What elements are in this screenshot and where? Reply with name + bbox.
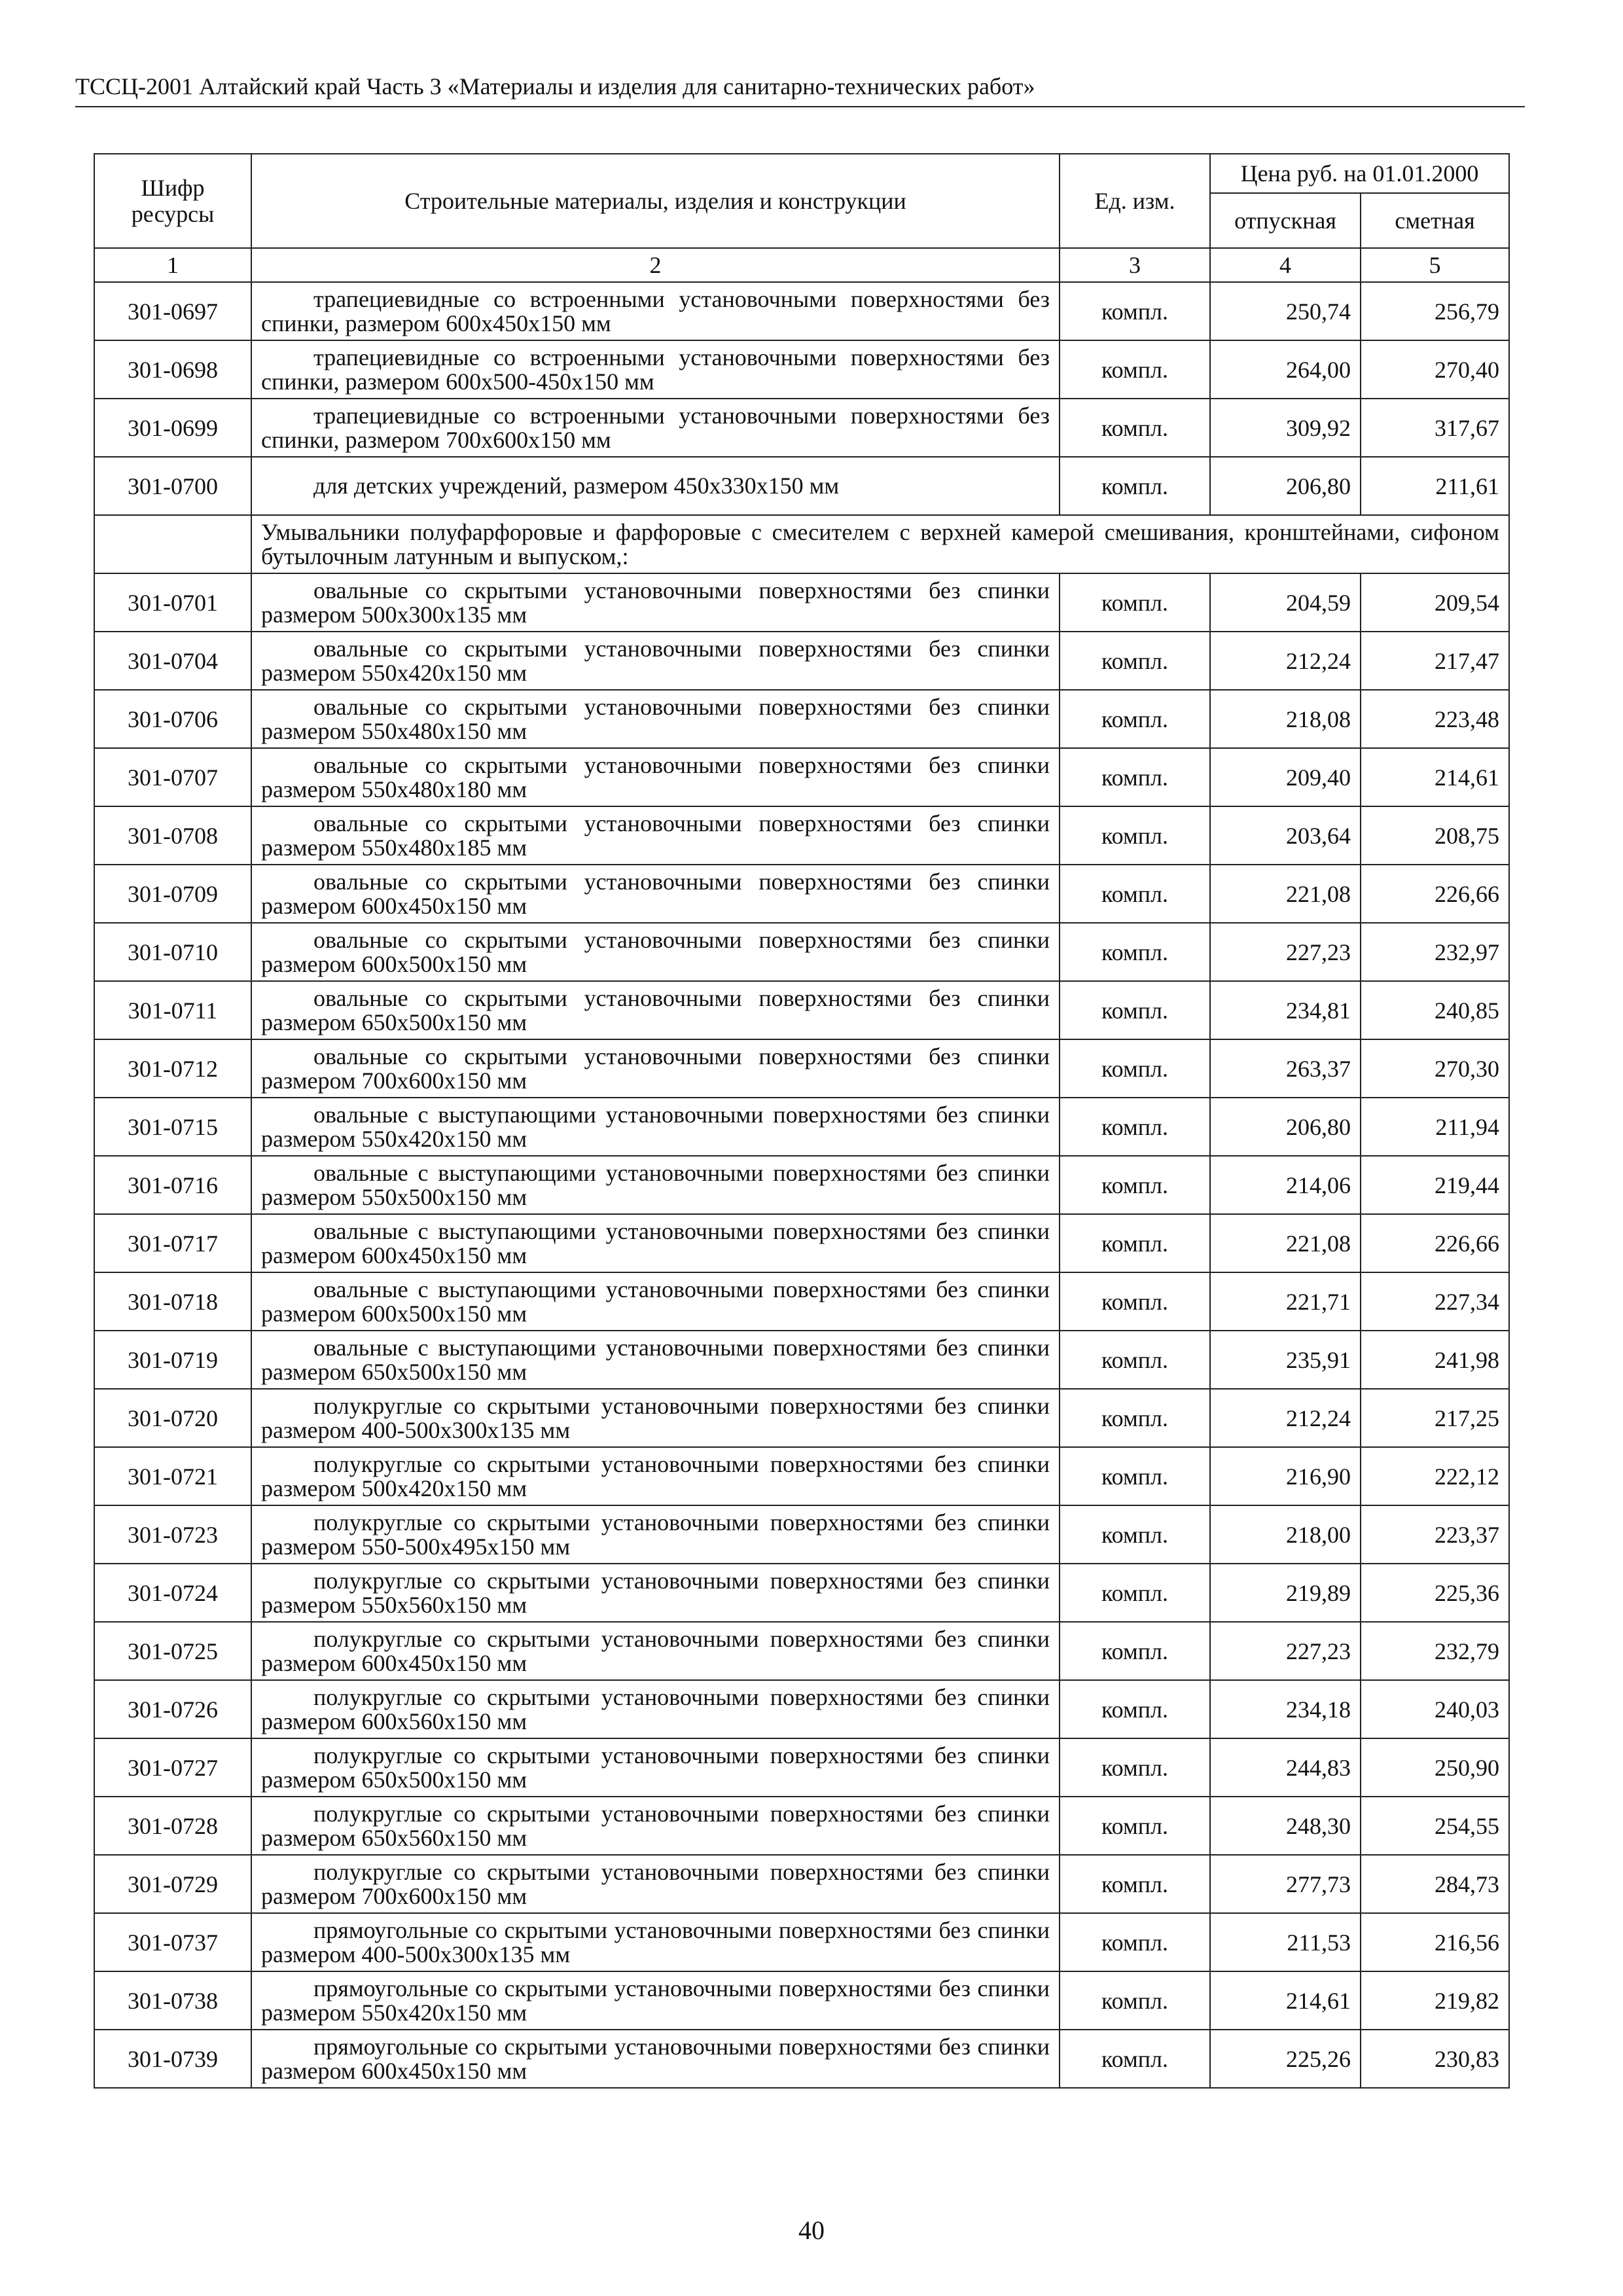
resource-code: 301-0701 — [94, 573, 251, 632]
unit-of-measure: компл. — [1060, 1156, 1210, 1214]
table-row — [94, 282, 1509, 340]
item-description: овальные со скрытыми установочными поверхностями без спинки размером 550х480х185 мм — [251, 806, 1060, 865]
resource-code: 301-0718 — [94, 1272, 251, 1331]
group-heading: Умывальники полуфарфоровые и фарфоровые с смесителем с верхней камерой смешивания, кронштейнами, сифоном бутылочным латунным и выпуском,: — [251, 515, 1509, 573]
release-price: 277,73 — [1210, 1855, 1361, 1913]
item-description: полукруглые со скрытыми установочными поверхностями без спинки размером 550-500х495х150 мм — [251, 1505, 1060, 1564]
table-row — [94, 1447, 1509, 1505]
table-row — [94, 748, 1509, 806]
estimate-price: 232,97 — [1361, 923, 1509, 981]
estimate-price: 211,94 — [1361, 1098, 1509, 1156]
resource-code: 301-0739 — [94, 2030, 251, 2088]
table-row — [94, 1505, 1509, 1564]
release-price: 216,90 — [1210, 1447, 1361, 1505]
item-description: полукруглые со скрытыми установочными поверхностями без спинки размером 650х560х150 мм — [251, 1797, 1060, 1855]
estimate-price: 222,12 — [1361, 1447, 1509, 1505]
resource-code: 301-0715 — [94, 1098, 251, 1156]
resource-code: 301-0727 — [94, 1738, 251, 1797]
column-number: 4 — [1210, 248, 1361, 282]
item-description: полукруглые со скрытыми установочными поверхностями без спинки размером 500х420х150 мм — [251, 1447, 1060, 1505]
resource-code: 301-0709 — [94, 865, 251, 923]
item-description: полукруглые со скрытыми установочными поверхностями без спинки размером 600х560х150 мм — [251, 1680, 1060, 1738]
release-price: 203,64 — [1210, 806, 1361, 865]
item-description: трапециевидные со встроенными установочными поверхностями без спинки, размером 600х450х150 мм — [251, 282, 1060, 340]
resource-code: 301-0728 — [94, 1797, 251, 1855]
estimate-price: 240,03 — [1361, 1680, 1509, 1738]
release-price: 212,24 — [1210, 1389, 1361, 1447]
resource-code: 301-0719 — [94, 1331, 251, 1389]
unit-of-measure: компл. — [1060, 1971, 1210, 2030]
table-row — [94, 1797, 1509, 1855]
table-row — [94, 399, 1509, 457]
item-description: овальные с выступающими установочными поверхностями без спинки размером 600х450х150 мм — [251, 1214, 1060, 1272]
release-price: 250,74 — [1210, 282, 1361, 340]
estimate-price: 216,56 — [1361, 1913, 1509, 1971]
unit-of-measure: компл. — [1060, 1738, 1210, 1797]
resource-code: 301-0710 — [94, 923, 251, 981]
item-description: овальные со скрытыми установочными поверхностями без спинки размером 550х420х150 мм — [251, 632, 1060, 690]
release-price: 212,24 — [1210, 632, 1361, 690]
table-row — [94, 806, 1509, 865]
resource-code: 301-0725 — [94, 1622, 251, 1680]
release-price: 214,61 — [1210, 1971, 1361, 2030]
item-description: овальные со скрытыми установочными поверхностями без спинки размером 550х480х150 мм — [251, 690, 1060, 748]
unit-of-measure: компл. — [1060, 457, 1210, 515]
item-description: овальные с выступающими установочными поверхностями без спинки размером 550х420х150 мм — [251, 1098, 1060, 1156]
resource-code: 301-0729 — [94, 1855, 251, 1913]
release-price: 211,53 — [1210, 1913, 1361, 1971]
estimate-price: 223,37 — [1361, 1505, 1509, 1564]
estimate-price: 219,82 — [1361, 1971, 1509, 2030]
release-price: 204,59 — [1210, 573, 1361, 632]
column-header-code: Шифр ресурсы — [94, 154, 251, 248]
table-row — [94, 1564, 1509, 1622]
resource-code: 301-0704 — [94, 632, 251, 690]
resource-code: 301-0700 — [94, 457, 251, 515]
item-description: полукруглые со скрытыми установочными поверхностями без спинки размером 400-500х300х135 мм — [251, 1389, 1060, 1447]
item-description: трапециевидные со встроенными установочными поверхностями без спинки, размером 700х600х150 мм — [251, 399, 1060, 457]
table-row — [94, 1913, 1509, 1971]
table-row — [94, 1214, 1509, 1272]
unit-of-measure: компл. — [1060, 1797, 1210, 1855]
resource-code: 301-0723 — [94, 1505, 251, 1564]
estimate-price: 230,83 — [1361, 2030, 1509, 2088]
estimate-price: 232,79 — [1361, 1622, 1509, 1680]
release-price: 218,00 — [1210, 1505, 1361, 1564]
resource-code: 301-0707 — [94, 748, 251, 806]
resource-code: 301-0721 — [94, 1447, 251, 1505]
release-price: 234,81 — [1210, 981, 1361, 1039]
estimate-price: 317,67 — [1361, 399, 1509, 457]
resource-code: 301-0716 — [94, 1156, 251, 1214]
release-price: 309,92 — [1210, 399, 1361, 457]
unit-of-measure: компл. — [1060, 923, 1210, 981]
unit-of-measure: компл. — [1060, 282, 1210, 340]
unit-of-measure: компл. — [1060, 1913, 1210, 1971]
table-row — [94, 1272, 1509, 1331]
column-number: 1 — [94, 248, 251, 282]
release-price: 235,91 — [1210, 1331, 1361, 1389]
release-price: 234,18 — [1210, 1680, 1361, 1738]
table-row — [94, 981, 1509, 1039]
column-number: 2 — [251, 248, 1060, 282]
release-price: 206,80 — [1210, 1098, 1361, 1156]
resource-code: 301-0708 — [94, 806, 251, 865]
release-price: 206,80 — [1210, 457, 1361, 515]
group-heading-row — [94, 515, 1509, 573]
item-description: овальные со скрытыми установочными поверхностями без спинки размером 700х600х150 мм — [251, 1039, 1060, 1098]
unit-of-measure: компл. — [1060, 748, 1210, 806]
estimate-price: 214,61 — [1361, 748, 1509, 806]
resource-code: 301-0717 — [94, 1214, 251, 1272]
column-header-release-price: отпускная — [1210, 193, 1361, 248]
release-price: 248,30 — [1210, 1797, 1361, 1855]
table-row — [94, 2030, 1509, 2088]
resource-code: 301-0738 — [94, 1971, 251, 2030]
table-row — [94, 457, 1509, 515]
release-price: 264,00 — [1210, 340, 1361, 399]
item-description: овальные с выступающими установочными поверхностями без спинки размером 650х500х150 мм — [251, 1331, 1060, 1389]
table-row — [94, 632, 1509, 690]
table-row — [94, 1855, 1509, 1913]
table-row — [94, 340, 1509, 399]
table-row — [94, 1971, 1509, 2030]
estimate-price: 227,34 — [1361, 1272, 1509, 1331]
estimate-price: 254,55 — [1361, 1797, 1509, 1855]
column-number: 3 — [1060, 248, 1210, 282]
unit-of-measure: компл. — [1060, 2030, 1210, 2088]
resource-code: 301-0698 — [94, 340, 251, 399]
resource-code: 301-0706 — [94, 690, 251, 748]
unit-of-measure: компл. — [1060, 1389, 1210, 1447]
table-row — [94, 1156, 1509, 1214]
resource-code: 301-0720 — [94, 1389, 251, 1447]
estimate-price: 225,36 — [1361, 1564, 1509, 1622]
resource-code: 301-0697 — [94, 282, 251, 340]
resource-code: 301-0711 — [94, 981, 251, 1039]
item-description: прямоугольные со скрытыми установочными поверхностями без спинки размером 400-500х300х135 мм — [251, 1913, 1060, 1971]
table-row — [94, 1098, 1509, 1156]
table-row — [94, 1680, 1509, 1738]
release-price: 221,08 — [1210, 865, 1361, 923]
estimate-price: 217,25 — [1361, 1389, 1509, 1447]
table-row — [94, 923, 1509, 981]
estimate-price: 226,66 — [1361, 1214, 1509, 1272]
estimate-price: 208,75 — [1361, 806, 1509, 865]
item-description: овальные со скрытыми установочными поверхностями без спинки размером 550х480х180 мм — [251, 748, 1060, 806]
group-code-cell — [94, 515, 251, 573]
estimate-price: 209,54 — [1361, 573, 1509, 632]
item-description: овальные со скрытыми установочными поверхностями без спинки размером 500х300х135 мм — [251, 573, 1060, 632]
estimate-price: 270,30 — [1361, 1039, 1509, 1098]
unit-of-measure: компл. — [1060, 1505, 1210, 1564]
unit-of-measure: компл. — [1060, 399, 1210, 457]
item-description: овальные со скрытыми установочными поверхностями без спинки размером 600х500х150 мм — [251, 923, 1060, 981]
unit-of-measure: компл. — [1060, 690, 1210, 748]
table-row — [94, 1738, 1509, 1797]
estimate-price: 241,98 — [1361, 1331, 1509, 1389]
column-number: 5 — [1361, 248, 1509, 282]
release-price: 214,06 — [1210, 1156, 1361, 1214]
item-description: овальные с выступающими установочными поверхностями без спинки размером 550х500х150 мм — [251, 1156, 1060, 1214]
release-price: 209,40 — [1210, 748, 1361, 806]
unit-of-measure: компл. — [1060, 340, 1210, 399]
item-description: полукруглые со скрытыми установочными поверхностями без спинки размером 700х600х150 мм — [251, 1855, 1060, 1913]
unit-of-measure: компл. — [1060, 865, 1210, 923]
item-description: прямоугольные со скрытыми установочными поверхностями без спинки размером 550х420х150 мм — [251, 1971, 1060, 2030]
table-row — [94, 690, 1509, 748]
item-description: овальные со скрытыми установочными поверхностями без спинки размером 650х500х150 мм — [251, 981, 1060, 1039]
unit-of-measure: компл. — [1060, 573, 1210, 632]
column-number-row — [94, 248, 1509, 282]
resource-code: 301-0724 — [94, 1564, 251, 1622]
estimate-price: 226,66 — [1361, 865, 1509, 923]
table-row — [94, 573, 1509, 632]
estimate-price: 240,85 — [1361, 981, 1509, 1039]
resource-code: 301-0726 — [94, 1680, 251, 1738]
table-row — [94, 1389, 1509, 1447]
release-price: 225,26 — [1210, 2030, 1361, 2088]
column-header-unit: Ед. изм. — [1060, 154, 1210, 248]
unit-of-measure: компл. — [1060, 806, 1210, 865]
release-price: 218,08 — [1210, 690, 1361, 748]
column-header-price: Цена руб. на 01.01.2000 — [1210, 154, 1509, 193]
unit-of-measure: компл. — [1060, 1214, 1210, 1272]
unit-of-measure: компл. — [1060, 1622, 1210, 1680]
unit-of-measure: компл. — [1060, 1680, 1210, 1738]
item-description: полукруглые со скрытыми установочными поверхностями без спинки размером 550х560х150 мм — [251, 1564, 1060, 1622]
release-price: 221,71 — [1210, 1272, 1361, 1331]
unit-of-measure: компл. — [1060, 1855, 1210, 1913]
resource-code: 301-0737 — [94, 1913, 251, 1971]
item-description: овальные со скрытыми установочными поверхностями без спинки размером 600х450х150 мм — [251, 865, 1060, 923]
estimate-price: 284,73 — [1361, 1855, 1509, 1913]
estimate-price: 219,44 — [1361, 1156, 1509, 1214]
release-price: 221,08 — [1210, 1214, 1361, 1272]
release-price: 244,83 — [1210, 1738, 1361, 1797]
unit-of-measure: компл. — [1060, 1331, 1210, 1389]
price-table — [94, 153, 1510, 2089]
table-row — [94, 1622, 1509, 1680]
release-price: 227,23 — [1210, 923, 1361, 981]
item-description: прямоугольные со скрытыми установочными поверхностями без спинки размером 600х450х150 мм — [251, 2030, 1060, 2088]
page-number: 40 — [798, 2215, 825, 2245]
unit-of-measure: компл. — [1060, 1447, 1210, 1505]
release-price: 227,23 — [1210, 1622, 1361, 1680]
unit-of-measure: компл. — [1060, 1039, 1210, 1098]
resource-code: 301-0712 — [94, 1039, 251, 1098]
estimate-price: 256,79 — [1361, 282, 1509, 340]
resource-code: 301-0699 — [94, 399, 251, 457]
estimate-price: 223,48 — [1361, 690, 1509, 748]
table-row — [94, 1331, 1509, 1389]
item-description: овальные с выступающими установочными поверхностями без спинки размером 600х500х150 мм — [251, 1272, 1060, 1331]
table-body — [94, 248, 1509, 2088]
item-description: полукруглые со скрытыми установочными поверхностями без спинки размером 650х500х150 мм — [251, 1738, 1060, 1797]
table-row — [94, 865, 1509, 923]
estimate-price: 217,47 — [1361, 632, 1509, 690]
column-header-name: Строительные материалы, изделия и конструкции — [251, 154, 1060, 248]
item-description: трапециевидные со встроенными установочными поверхностями без спинки, размером 600х500-450х150 мм — [251, 340, 1060, 399]
estimate-price: 211,61 — [1361, 457, 1509, 515]
estimate-price: 270,40 — [1361, 340, 1509, 399]
unit-of-measure: компл. — [1060, 1098, 1210, 1156]
unit-of-measure: компл. — [1060, 632, 1210, 690]
unit-of-measure: компл. — [1060, 1564, 1210, 1622]
estimate-price: 250,90 — [1361, 1738, 1509, 1797]
table-header-row — [94, 154, 1509, 193]
table-row — [94, 1039, 1509, 1098]
item-description: для детских учреждений, размером 450х330х150 мм — [251, 457, 1060, 515]
item-description: полукруглые со скрытыми установочными поверхностями без спинки размером 600х450х150 мм — [251, 1622, 1060, 1680]
release-price: 263,37 — [1210, 1039, 1361, 1098]
unit-of-measure: компл. — [1060, 1272, 1210, 1331]
unit-of-measure: компл. — [1060, 981, 1210, 1039]
page-header: ТССЦ-2001 Алтайский край Часть 3 «Материалы и изделия для санитарно-технических работ» — [75, 72, 1525, 107]
column-header-estimate-price: сметная — [1361, 193, 1509, 248]
release-price: 219,89 — [1210, 1564, 1361, 1622]
